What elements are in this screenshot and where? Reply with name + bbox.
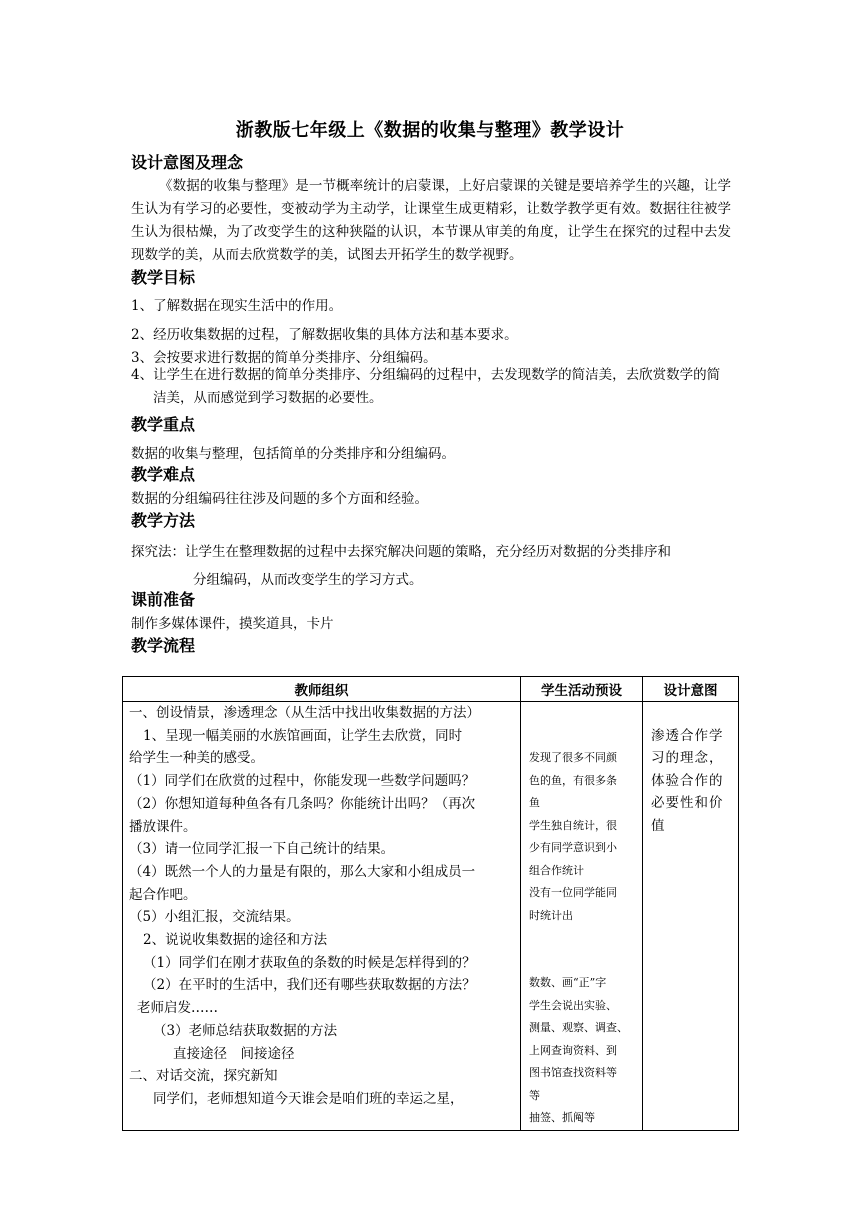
teacher-line: （3）请一位同学汇报一下自己统计的结果。: [129, 841, 395, 858]
teacher-line: （3）老师总结获取数据的方法: [153, 1022, 338, 1039]
preparation-text: 制作多媒体课件，摸奖道具，卡片: [131, 616, 334, 632]
teacher-line: 同学们，老师想知道今天谁会是咱们班的幸运之星，: [153, 1090, 464, 1107]
teacher-line: （2）在平时的生活中，我们还有哪些获取数据的方法？: [143, 977, 476, 994]
student-line: 少有同学意识到小: [529, 841, 617, 854]
teacher-line: 一、创设情景，渗透理念（从生活中找出收集数据的方法）: [129, 705, 480, 721]
table-row: [123, 702, 739, 1131]
heading-teaching-method: 教学方法: [131, 511, 196, 530]
teacher-line: （1）同学们在刚才获取鱼的条数的时候是怎样得到的？: [143, 954, 476, 971]
design-intent-paragraph: 《数据的收集与整理》是一节概率统计的启蒙课，上好启蒙课的关键是要培养学生的兴趣，让学生认为有学习的必要性，变被动学为主动学，让课堂生成更精彩，让数学教学更有效。数据往往被学生认为很枯燥，为了改变学生的这种狭隘的认识，本节课从审美的角度，让学生在探究的过程中去发现数学的美，从而去欣赏数学的美，试图去开拓学生的数学视野。: [131, 178, 731, 263]
teacher-line: 老师启发……: [137, 1000, 218, 1017]
teacher-line: 二、对话交流，探究新知: [129, 1068, 278, 1085]
goal-item: 2、经历收集数据的过程，了解数据收集的具体方法和基本要求。: [131, 327, 518, 343]
teacher-line: 1、呈现一幅美丽的水族馆画面，让学生去欣赏，同时: [143, 727, 463, 744]
teacher-line: （4）既然一个人的力量是有限的，那么大家和小组成员一: [129, 863, 476, 880]
intent-line: 渗透合作学: [651, 727, 724, 744]
key-points-text: 数据的收集与整理，包括简单的分类排序和分组编码。: [131, 446, 455, 462]
teacher-line: （2）你想知道每种鱼各有几条吗？你能统计出吗？（再次: [129, 795, 476, 812]
heading-teaching-goals: 教学目标: [131, 268, 196, 287]
teacher-line: 直接途径 间接途径: [173, 1045, 295, 1062]
student-line: 色的鱼，有很多条: [529, 773, 617, 787]
student-activity-cell: [521, 702, 643, 1131]
column-header-intent: 设计意图: [643, 677, 739, 702]
document-title: 浙教版七年级上《数据的收集与整理》教学设计: [235, 120, 625, 141]
design-intent-cell: [643, 702, 739, 1131]
teacher-line: （5）小组汇报，交流结果。: [129, 909, 300, 926]
intent-line: 值: [651, 817, 666, 834]
teacher-line: 播放课件。: [129, 818, 197, 835]
teaching-flow-table: [122, 676, 739, 1131]
student-line: 抽签、抓阄等: [529, 1111, 595, 1124]
column-header-student: 学生活动预设: [521, 677, 643, 702]
teacher-line: 2、说说收集数据的途径和方法: [143, 932, 328, 949]
table-header-row: [123, 677, 739, 702]
heading-difficulties: 教学难点: [131, 465, 196, 484]
student-line: 学生独自统计，很: [529, 818, 617, 832]
teaching-method-line: 探究法：让学生在整理数据的过程中去探究解决问题的策略，充分经历对数据的分类排序和: [131, 544, 671, 560]
spacer: [521, 950, 642, 973]
student-line: 组合作统计: [529, 863, 584, 877]
intent-line: 习的理念，: [651, 750, 724, 766]
student-line: 测量、观察、调查、: [529, 1021, 628, 1034]
student-line: 发现了很多不同颜: [529, 751, 617, 764]
heading-preparation: 课前准备: [131, 590, 196, 609]
intent-line: 必要性和价: [651, 795, 724, 811]
student-line: 图书馆查找资料等: [529, 1066, 617, 1079]
student-line: 没有一位同学能同: [529, 886, 617, 899]
teacher-organization-cell: [123, 702, 521, 1131]
goal-item: 4、让学生在进行数据的简单分类排序、分组编码的过程中，去发现数学的简洁美，去欣赏数学的简洁美，从而感觉到学习数据的必要性。: [131, 367, 721, 406]
teaching-method-line: 分组编码，从而改变学生的学习方式。: [193, 572, 423, 588]
heading-teaching-flow: 教学流程: [131, 636, 196, 655]
goal-item: 3、会按要求进行数据的简单分类排序、分组编码。: [131, 350, 437, 366]
student-line: 时统计出: [529, 908, 573, 922]
student-line: 数数、画“正”字: [529, 976, 607, 989]
teacher-line: 起合作吧。: [129, 886, 197, 903]
student-line: 鱼: [529, 796, 540, 809]
intent-line: 体验合作的: [651, 772, 724, 789]
teacher-line: 给学生一种美的感受。: [129, 750, 264, 767]
column-header-teacher: 教师组织: [123, 677, 521, 702]
difficulties-text: 数据的分组编码往往涉及问题的多个方面和经验。: [131, 491, 428, 507]
teacher-line: （1）同学们在欣赏的过程中，你能发现一些数学问题吗？: [129, 773, 476, 790]
heading-key-points: 教学重点: [131, 415, 196, 434]
heading-design-intent: 设计意图及理念: [131, 153, 244, 172]
spacer: [521, 702, 642, 725]
goal-item: 1、了解数据在现实生活中的作用。: [131, 298, 343, 314]
student-line: 学生会说出实验、: [529, 998, 617, 1012]
spacer: [643, 702, 738, 725]
spacer: [521, 927, 642, 950]
student-line: 上网查询资料、到: [529, 1043, 617, 1057]
spacer: [521, 725, 642, 748]
student-line: 等: [529, 1088, 540, 1102]
